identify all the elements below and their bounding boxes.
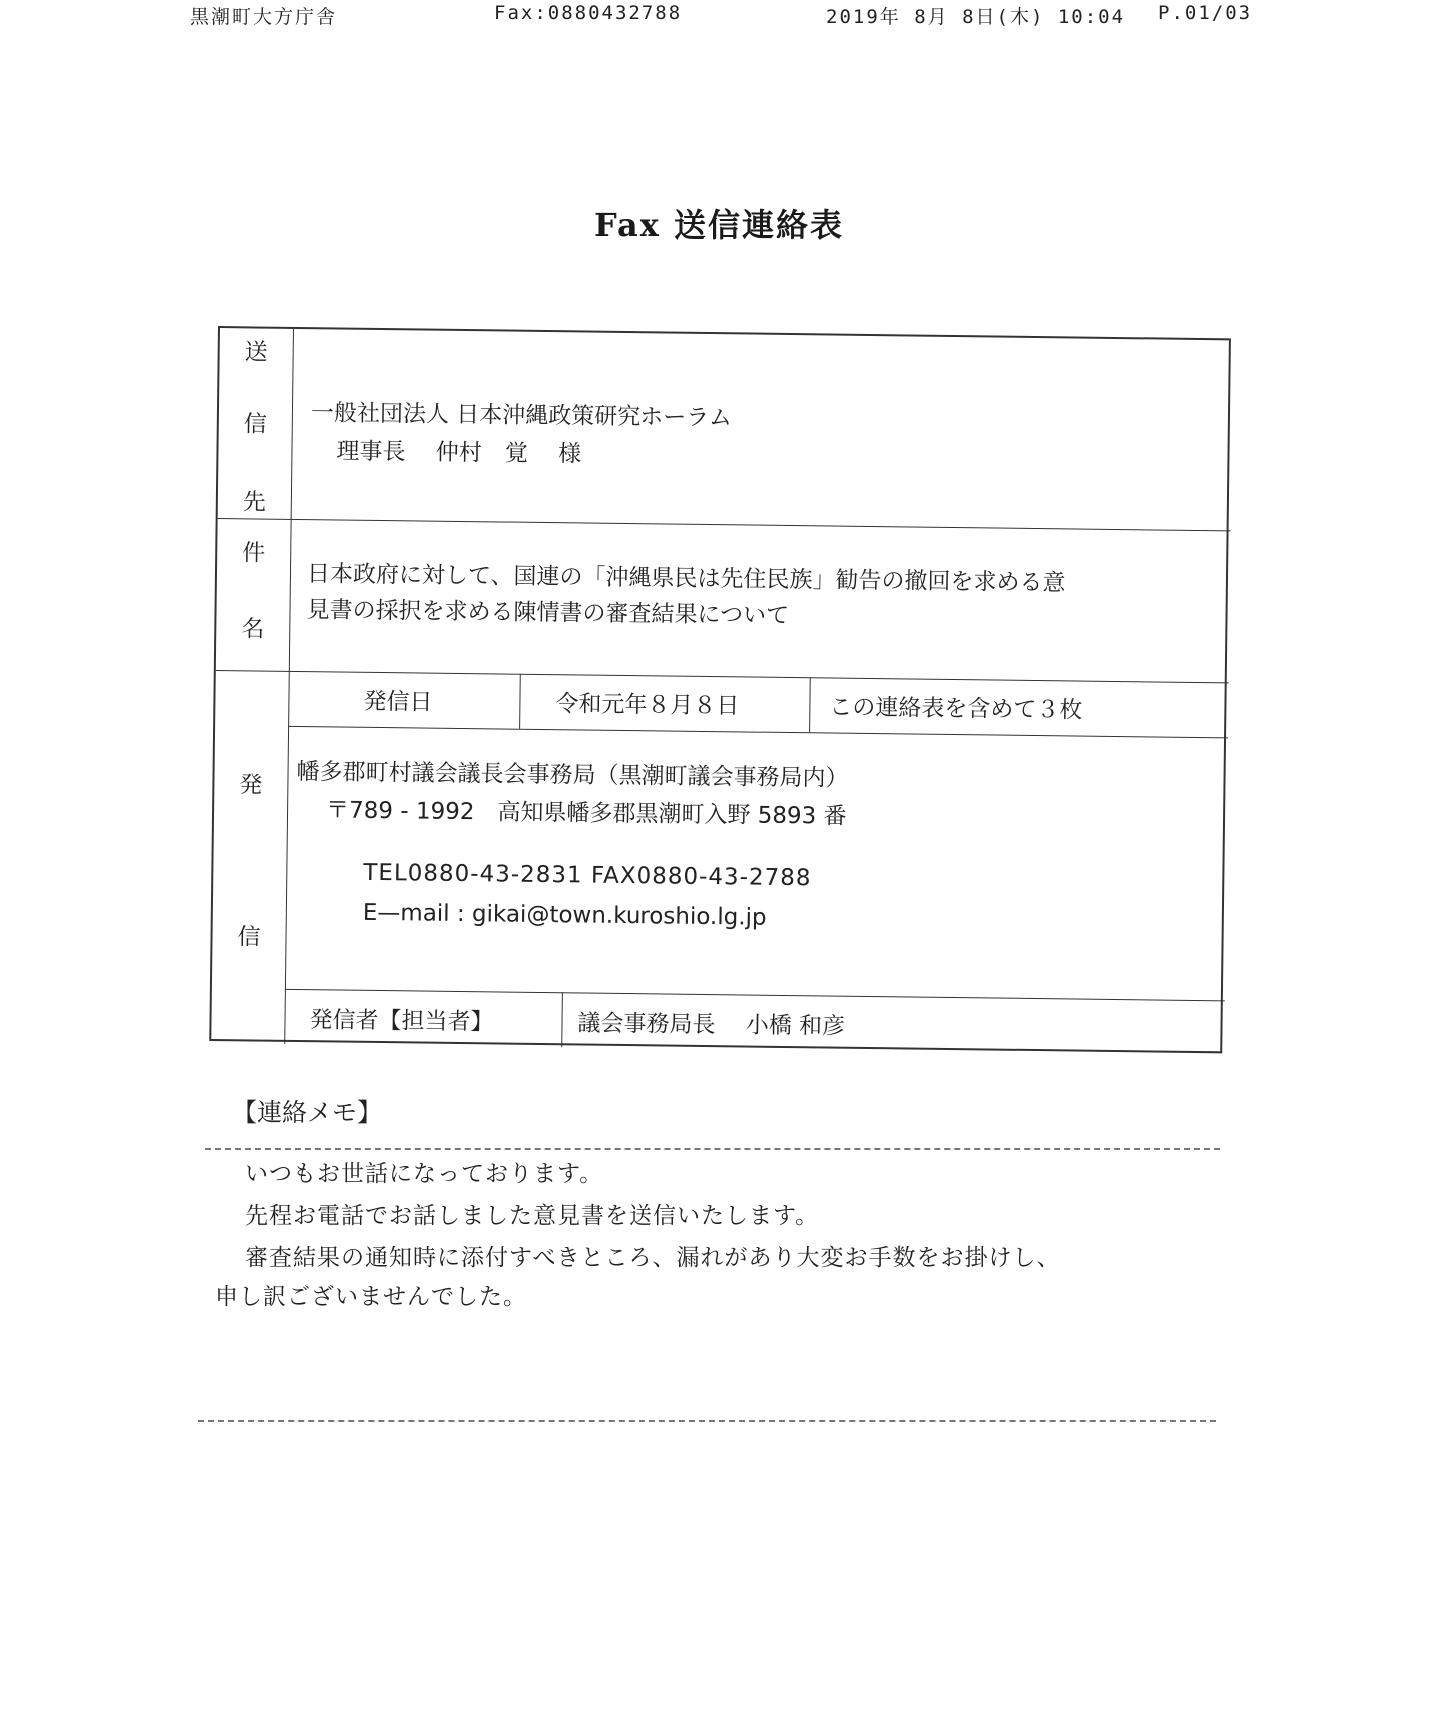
person-row-divider <box>561 992 563 1047</box>
page-title: Fax 送信連絡表 <box>594 206 844 244</box>
subject-label-char-2: 名 <box>241 616 265 643</box>
divider-subject-sender <box>216 670 1229 683</box>
person-in-charge-label: 発信者【担当者】 <box>309 1007 494 1036</box>
fax-datetime: 2019年 8月 8日(木) 10:04 <box>826 6 1126 28</box>
recipient-label-char-2: 信 <box>243 411 267 438</box>
memo-line-2: 先程お電話でお話しました意見書を送信いたします。 <box>245 1203 820 1229</box>
date-row-divider-2 <box>809 677 811 732</box>
recipient-label-cell <box>218 328 293 519</box>
divider-recipient-subject <box>218 518 1231 531</box>
sender-label-char-2: 信 <box>237 924 261 951</box>
sender-label-char-1: 発 <box>239 772 263 799</box>
divider-person-row <box>285 989 1225 1001</box>
memo-heading: 【連絡メモ】 <box>232 1098 383 1127</box>
memo-line-1: いつもお世話になっております。 <box>245 1161 604 1187</box>
recipient-label-char-1: 送 <box>244 339 268 366</box>
fax-cover-form <box>209 326 1231 1053</box>
send-date-value: 令和元年８月８日 <box>555 691 740 720</box>
sender-email: E—mail : gikai@town.kuroshio.lg.jp <box>362 899 767 931</box>
sender-tel-fax: TEL0880-43-2831 FAX0880-43-2788 <box>363 859 812 892</box>
subject-line-1: 日本政府に対して、国連の「沖縄県民は先住民族」勧告の撤回を求める意 <box>306 561 1066 597</box>
recipient-organization: 一般社団法人 日本沖縄政策研究ホーラム <box>310 400 733 432</box>
divider-date-row <box>288 726 1228 738</box>
fax-page-number: P.01/03 <box>1158 2 1253 24</box>
page-count-note: この連絡表を含めて３枚 <box>829 694 1083 724</box>
send-date-label: 発信日 <box>363 688 433 716</box>
recipient-label-char-3: 先 <box>242 489 267 516</box>
sender-address: 〒789 - 1992 高知県幡多郡黒潮町入野 5893 番 <box>325 797 847 830</box>
memo-line-3: 審査結果の通知時に添付すべきところ、漏れがあり大変お手数をお掛けし、 <box>245 1245 1061 1271</box>
memo-top-dashed-line <box>205 1148 1220 1150</box>
date-row-divider-1 <box>519 674 521 729</box>
fax-header <box>0 0 1438 30</box>
recipient-person: 理事長 仲村 覚 様 <box>336 438 582 468</box>
memo-line-4: 申し訳ございませんでした。 <box>215 1284 527 1310</box>
memo-bottom-dashed-line <box>198 1420 1216 1422</box>
sender-label-cell <box>211 670 289 1044</box>
fax-sender-station: 黒潮町大方庁舎 <box>190 6 338 28</box>
person-in-charge-value: 議会事務局長 小橋 和彦 <box>577 1010 846 1040</box>
subject-label-char-1: 件 <box>242 540 266 567</box>
sender-organization: 幡多郡町村議会議長会事務局（黒潮町議会事務局内） <box>296 758 849 792</box>
fax-number: Fax:0880432788 <box>494 2 683 24</box>
subject-label-cell <box>216 518 291 671</box>
subject-line-2: 見書の採択を求める陳情書の審査結果について <box>306 597 790 629</box>
